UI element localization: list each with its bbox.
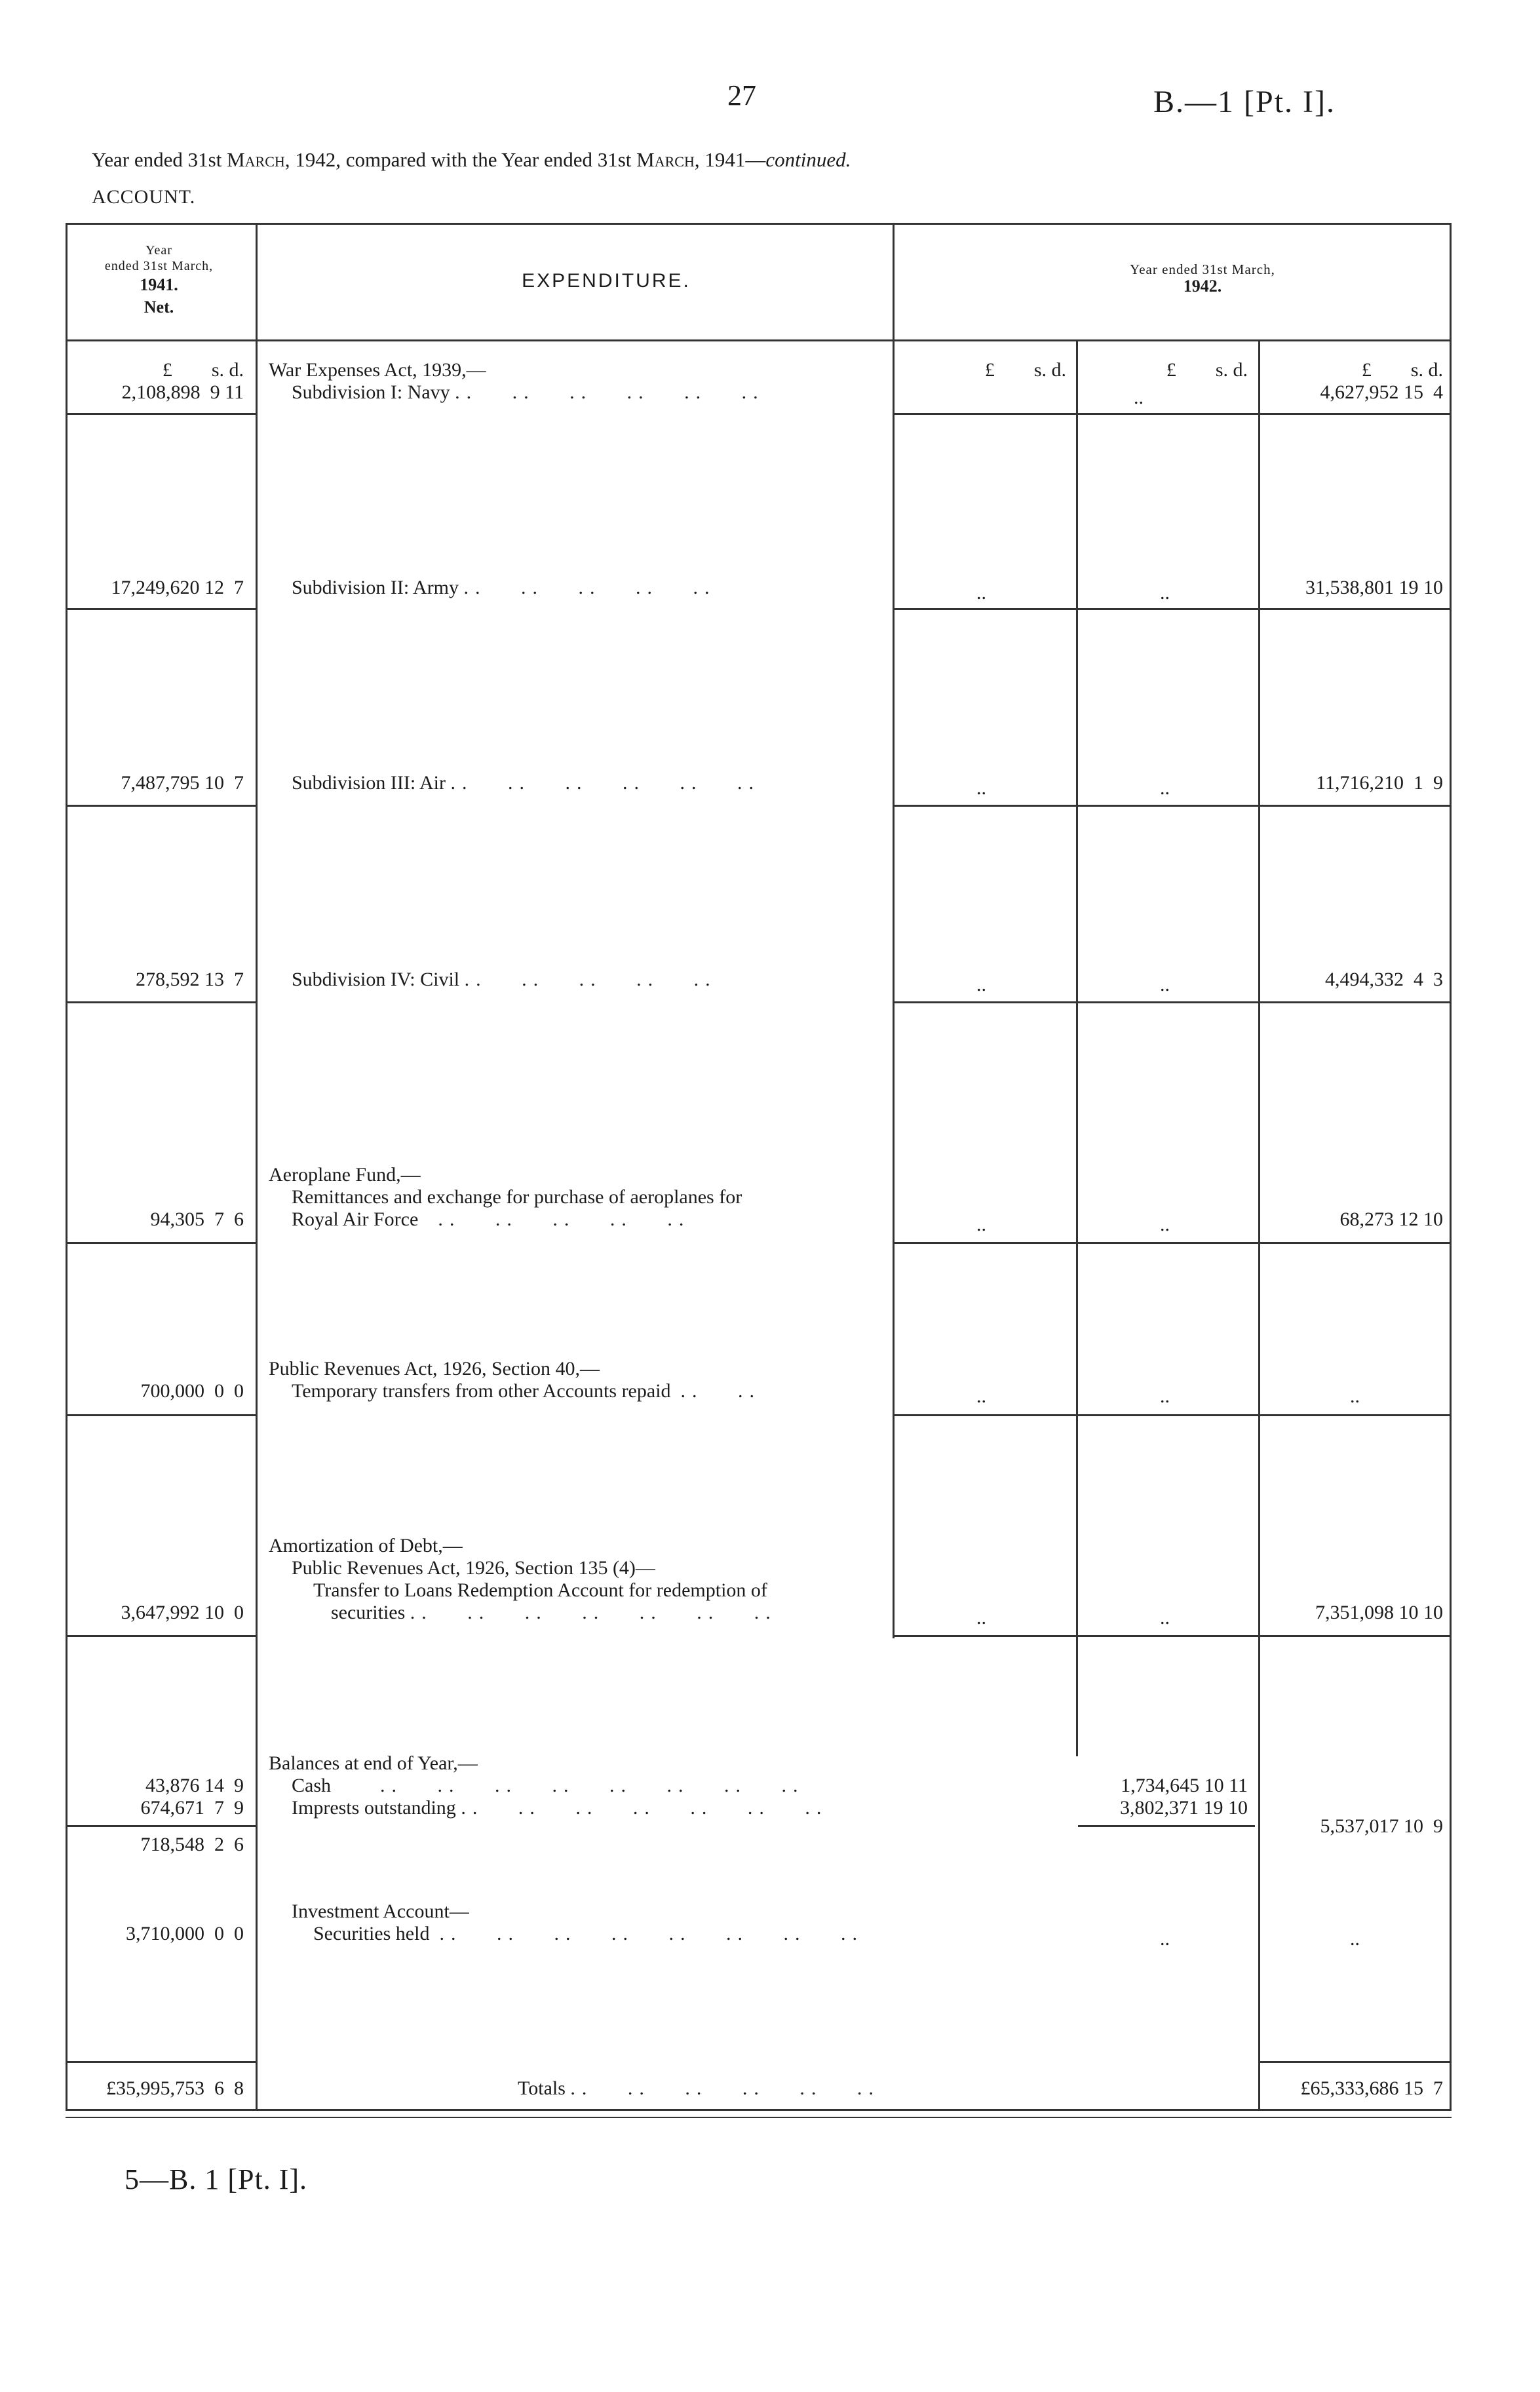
army-col1-dots: .. [976, 582, 986, 604]
document-reference: B.—1 [Pt. I]. [1153, 85, 1336, 119]
navy-label: Subdivision I: Navy .. .. .. .. .. .. [292, 381, 765, 403]
balances-prev-total: 718,548 2 6 [140, 1834, 244, 1855]
navy-cur-amount: 4,627,952 15 4 [1320, 381, 1443, 403]
aeroplane-col2-dots: .. [1160, 1214, 1170, 1235]
public-revenues-prev-amount: 700,000 0 0 [140, 1380, 244, 1402]
public-revenues-col1-dots: .. [976, 1385, 986, 1407]
cash-label: Cash .. .. .. .. .. .. .. .. [292, 1775, 805, 1796]
amortization-col2-dots: .. [1160, 1607, 1170, 1629]
war-expenses-heading: War Expenses Act, 1939,— [269, 359, 486, 381]
amortization-line1: Public Revenues Act, 1926, Section 135 (4)— [292, 1557, 655, 1579]
balances-heading: Balances at end of Year,— [269, 1752, 478, 1774]
imprests-cur-amount: 3,802,371 19 10 [1120, 1797, 1248, 1819]
amortization-line3: securities .. .. .. .. .. .. .. [331, 1602, 777, 1623]
army-cur-amount: 31,538,801 19 10 [1305, 577, 1443, 598]
army-col2-dots: .. [1160, 582, 1170, 604]
investment-prev-amount: 3,710,000 0 0 [126, 1923, 244, 1944]
public-revenues-line1: Temporary transfers from other Accounts repaid .. .. [292, 1380, 761, 1402]
civil-col1-dots: .. [976, 974, 986, 995]
currency-header-col3: £ s. d. [1361, 359, 1443, 381]
section-title: ACCOUNT. [92, 186, 196, 208]
expenditure-table [66, 223, 1452, 2110]
air-col1-dots: .. [976, 777, 986, 799]
cash-cur-amount: 1,734,645 10 11 [1121, 1775, 1248, 1796]
page-footer: 5—B. 1 [Pt. I]. [125, 2163, 307, 2195]
aeroplane-cur-amount: 68,273 12 10 [1339, 1208, 1443, 1230]
cash-prev-amount: 43,876 14 9 [145, 1775, 244, 1796]
totals-label: Totals .. .. .. .. .. .. [518, 2077, 880, 2099]
balances-cur-total: 5,537,017 10 9 [1320, 1815, 1443, 1837]
public-revenues-col3-dots: .. [1350, 1385, 1360, 1407]
totals-prev-amount: £35,995,753 6 8 [106, 2077, 244, 2099]
air-label: Subdivision III: Air .. .. .. .. .. .. [292, 772, 761, 794]
civil-cur-amount: 4,494,332 4 3 [1325, 969, 1443, 990]
air-col2-dots: .. [1160, 777, 1170, 799]
army-prev-amount: 17,249,620 12 7 [111, 577, 244, 598]
amortization-cur-amount: 7,351,098 10 10 [1315, 1602, 1443, 1623]
aeroplane-fund-heading: Aeroplane Fund,— [269, 1164, 421, 1186]
amortization-line2: Transfer to Loans Redemption Account for redemption of [313, 1579, 767, 1601]
amortization-prev-amount: 3,647,992 10 0 [121, 1602, 244, 1623]
civil-prev-amount: 278,592 13 7 [136, 969, 244, 990]
amortization-heading: Amortization of Debt,— [269, 1535, 463, 1556]
investment-col2-dots: .. [1160, 1928, 1170, 1950]
currency-header-col1: £ s. d. [984, 359, 1066, 381]
investment-heading: Investment Account— [292, 1900, 469, 1922]
public-revenues-col2-dots: .. [1160, 1385, 1170, 1407]
air-prev-amount: 7,487,795 10 7 [121, 772, 244, 794]
currency-header-col2: £ s. d. [1166, 359, 1248, 381]
civil-label: Subdivision IV: Civil .. .. .. .. .. [292, 969, 717, 990]
imprests-label: Imprests outstanding .. .. .. .. .. .. .. [292, 1797, 828, 1819]
investment-col3-dots: .. [1350, 1928, 1360, 1950]
imprests-prev-amount: 674,671 7 9 [140, 1797, 244, 1819]
aeroplane-col1-dots: .. [976, 1214, 986, 1235]
expenditure-header: EXPENDITURE. [522, 270, 691, 292]
aeroplane-fund-line1: Remittances and exchange for purchase of aeroplanes for [292, 1186, 742, 1208]
amortization-col1-dots: .. [976, 1607, 986, 1629]
army-label: Subdivision II: Army .. .. .. .. .. [292, 577, 716, 598]
page-subtitle: Year ended 31st March, 1942, compared with the Year ended 31st March, 1941—continued. [92, 148, 851, 171]
navy-col2-dots: .. [1134, 387, 1144, 408]
civil-col2-dots: .. [1160, 974, 1170, 995]
investment-line1: Securities held .. .. .. .. .. .. .. .. [313, 1923, 864, 1944]
air-cur-amount: 11,716,210 1 9 [1316, 772, 1443, 794]
prev-year-header: Year ended 31st March, 1941. Net. [104, 243, 214, 317]
public-revenues-heading: Public Revenues Act, 1926, Section 40,— [269, 1358, 600, 1379]
totals-cur-amount: £65,333,686 15 7 [1300, 2077, 1443, 2099]
currency-header-prev: £ s. d. [162, 359, 244, 381]
aeroplane-fund-line2: Royal Air Force .. .. .. .. .. [292, 1208, 691, 1230]
page-number: 27 [727, 79, 756, 111]
aeroplane-prev-amount: 94,305 7 6 [150, 1208, 244, 1230]
current-year-header: Year ended 31st March, 1942. [1130, 261, 1275, 296]
navy-prev-amount: 2,108,898 9 11 [121, 381, 244, 403]
